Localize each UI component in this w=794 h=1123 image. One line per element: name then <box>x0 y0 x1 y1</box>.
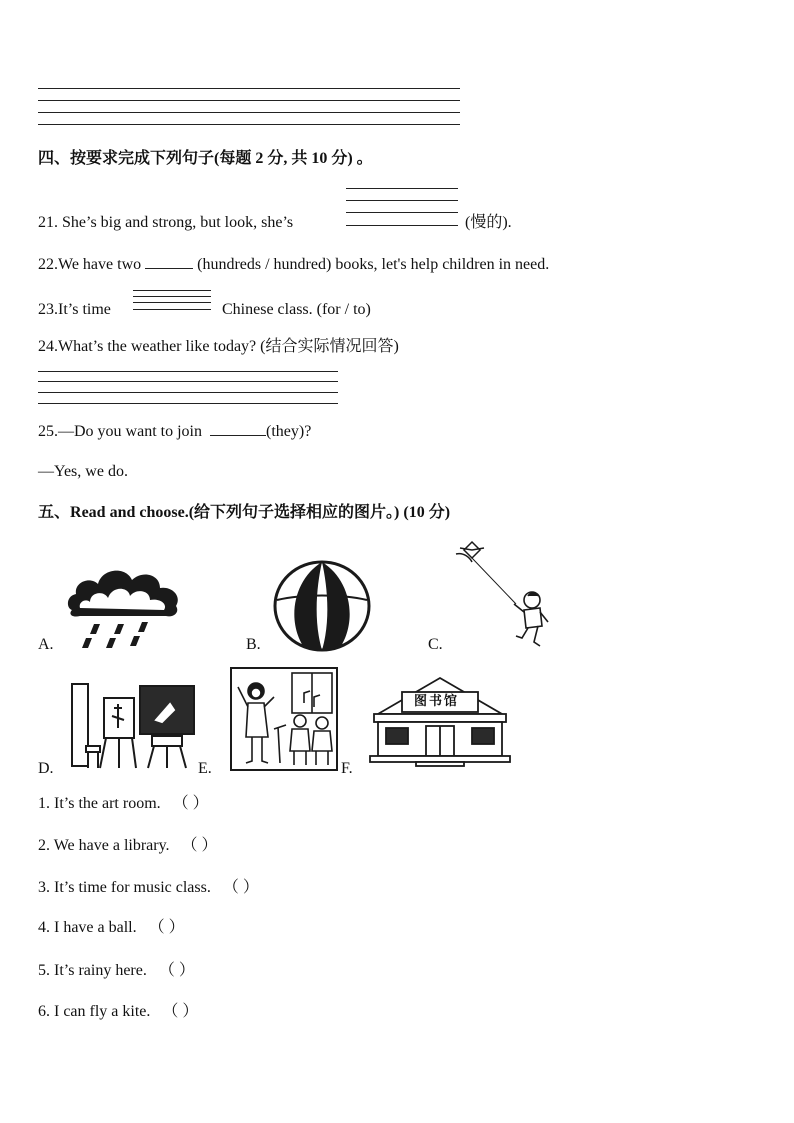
writing-line <box>133 309 211 310</box>
match-item-1 <box>38 794 209 814</box>
match-item-text: 1. It’s the art room. <box>38 795 161 812</box>
writing-line <box>346 200 458 201</box>
q25-suffix: (they)? <box>266 423 312 440</box>
q23-prefix: 23.It’s time <box>38 301 111 318</box>
answer-line <box>38 88 460 89</box>
library-sign: 图书馆 <box>414 694 460 709</box>
writing-line <box>133 296 211 297</box>
q22-prefix: 22.We have two <box>38 256 142 273</box>
answer-line <box>38 124 460 125</box>
q22-suffix: (hundreds / hundred) books, let's help children in need. <box>197 256 550 273</box>
q25-text <box>38 421 311 442</box>
answer-paren[interactable]: （ ） <box>158 962 195 979</box>
writing-line <box>38 403 338 404</box>
answer-paren[interactable]: （ ） <box>181 837 218 854</box>
option-e-letter: E. <box>198 760 212 777</box>
match-item-2 <box>38 836 218 856</box>
section5-heading-note: (给下列句子选择相应的图片。) (10 分) <box>188 504 451 521</box>
match-item-text: 5. It’s rainy here. <box>38 962 147 979</box>
section5-heading <box>38 503 450 523</box>
writing-line <box>38 392 338 393</box>
option-b-letter: B. <box>246 636 261 653</box>
match-item-text: 3. It’s time for music class. <box>38 879 211 896</box>
library-building-icon <box>370 674 510 768</box>
option-c-letter: C. <box>428 636 443 653</box>
writing-line <box>346 225 458 226</box>
q21-text: 21. She’s big and strong, but look, she’s <box>38 214 294 231</box>
q25-blank[interactable] <box>210 421 266 436</box>
section5-heading-cn: 五、 <box>38 504 71 521</box>
match-item-text: 4. I have a ball. <box>38 919 137 936</box>
option-d-letter: D. <box>38 760 54 777</box>
ball-icon <box>273 560 371 652</box>
q25-prefix: 25.—Do you want to join <box>38 423 202 440</box>
answer-line <box>38 112 460 113</box>
match-item-5 <box>38 961 195 981</box>
q24-text: 24.What’s the weather like today? (结合实际情况回答) <box>38 338 399 355</box>
answer-paren[interactable]: （ ） <box>222 879 259 896</box>
q23-suffix: Chinese class. (for / to) <box>222 301 371 318</box>
match-item-text: 6. I can fly a kite. <box>38 1003 151 1020</box>
writing-line <box>133 290 211 291</box>
writing-line <box>346 212 458 213</box>
section5-heading-en: Read and choose. <box>70 504 189 521</box>
q25-answer: —Yes, we do. <box>38 463 128 480</box>
match-item-3 <box>38 878 259 898</box>
section4-heading: 四、按要求完成下列句子(每题 2 分, 共 10 分) 。 <box>38 150 373 167</box>
option-a-letter: A. <box>38 636 54 653</box>
writing-line <box>346 188 458 189</box>
answer-line <box>38 100 460 101</box>
q21-hint: (慢的). <box>465 214 512 231</box>
q22-text <box>38 254 549 275</box>
music-class-icon <box>230 667 338 771</box>
match-item-text: 2. We have a library. <box>38 837 170 854</box>
rain-cloud-icon <box>64 560 184 652</box>
match-item-6 <box>38 1002 198 1022</box>
writing-line <box>38 381 338 382</box>
answer-paren[interactable]: （ ） <box>162 1003 199 1020</box>
answer-paren[interactable]: （ ） <box>172 795 209 812</box>
match-item-4 <box>38 918 185 938</box>
writing-line <box>38 371 338 372</box>
writing-line <box>133 302 211 303</box>
kite-icon <box>452 538 552 650</box>
answer-paren[interactable]: （ ） <box>148 919 185 936</box>
q22-blank[interactable] <box>145 254 193 269</box>
option-f-letter: F. <box>341 760 353 777</box>
art-room-icon <box>70 680 196 772</box>
